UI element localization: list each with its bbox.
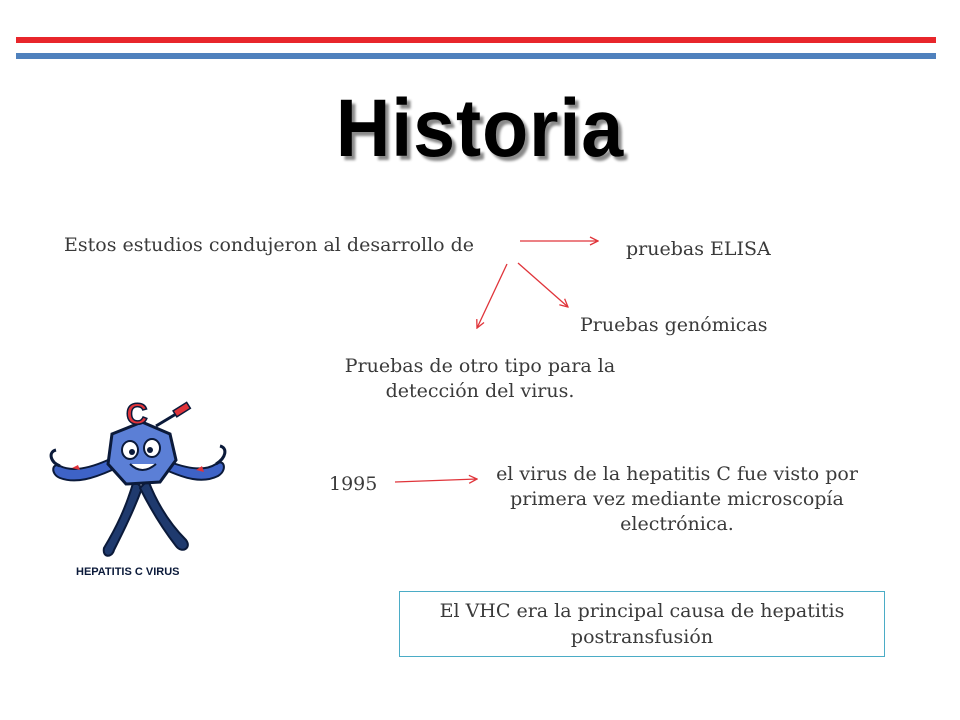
microscopy-text: el virus de la hepatitis C fue visto por primera vez mediante microscopía electrónica. bbox=[496, 463, 858, 535]
result-other-tests: Pruebas de otro tipo para la detección del virus. bbox=[344, 355, 616, 402]
arrow-to-genomic bbox=[518, 263, 568, 307]
result-elisa: pruebas ELISA bbox=[626, 238, 771, 260]
note-box: El VHC era la principal causa de hepatitis postransfusión bbox=[399, 591, 885, 657]
result-genomic: Pruebas genómicas bbox=[580, 314, 768, 336]
arrow-to-other bbox=[477, 264, 507, 328]
illustration-caption: HEPATITIS C VIRUS bbox=[76, 566, 180, 578]
year-label: 1995 bbox=[329, 473, 378, 495]
intro-text: Estos estudios condujeron al desarrollo de bbox=[64, 234, 475, 256]
slide-title: Historia bbox=[335, 83, 625, 174]
arrow-to-microscopy bbox=[395, 479, 477, 482]
hepatitis-c-virus-illustration bbox=[46, 398, 232, 582]
illustration-letter: C bbox=[126, 398, 148, 431]
